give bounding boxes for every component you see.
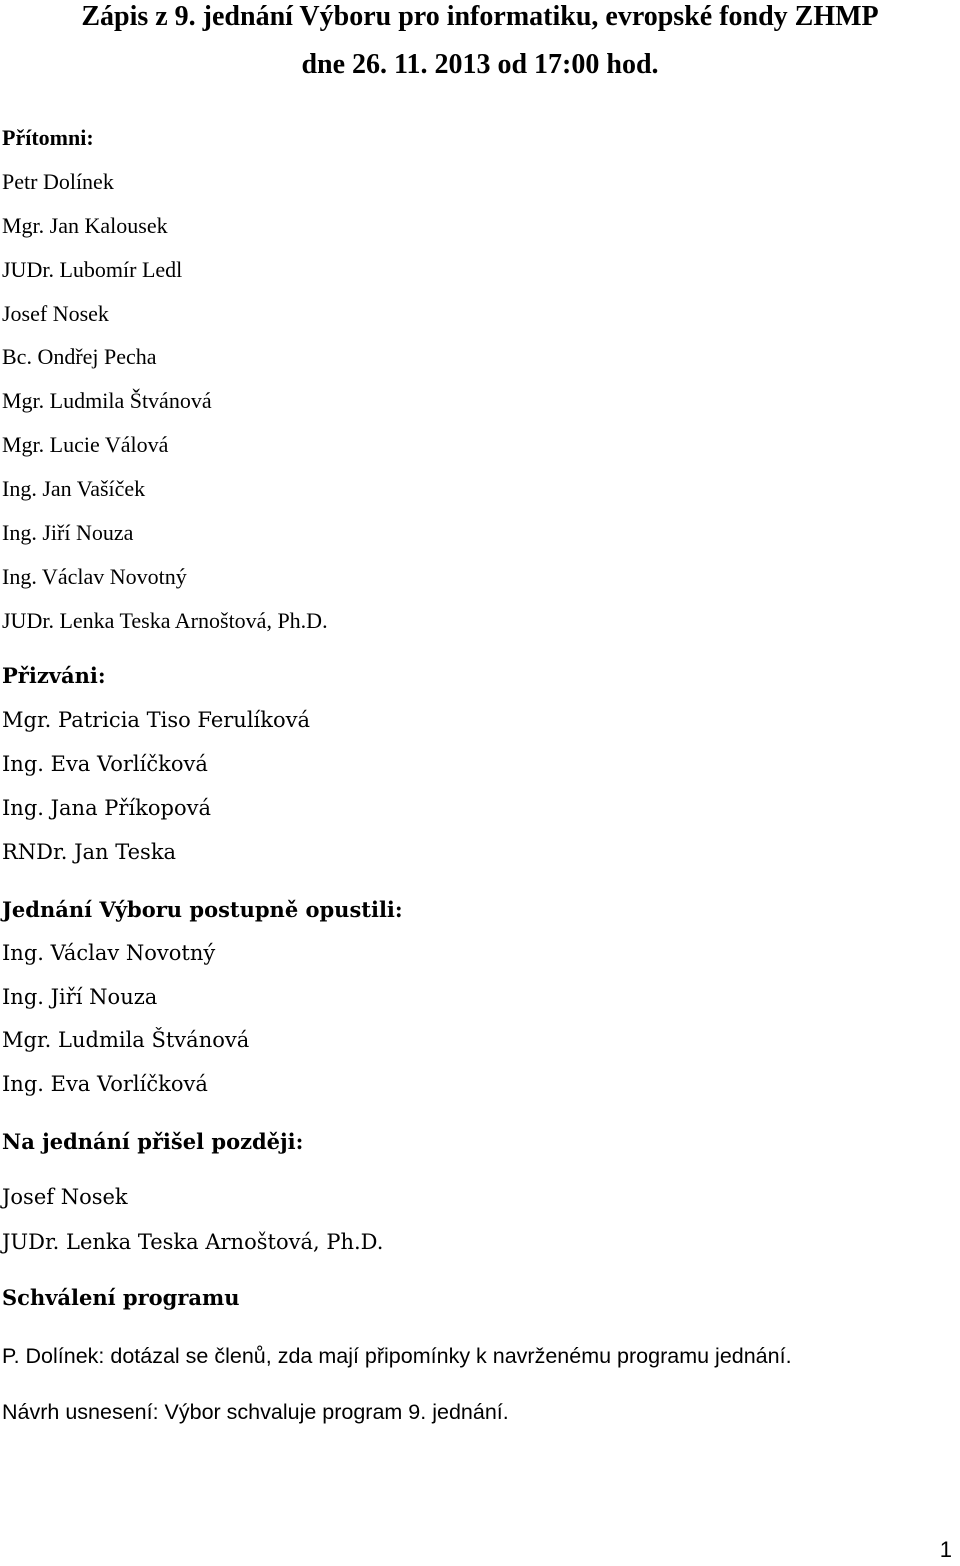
- arrived-late-heading: Na jednání přišel později:: [2, 1129, 304, 1154]
- present-name: Mgr. Jan Kalousek: [2, 213, 168, 238]
- present-heading: Přítomni:: [2, 125, 94, 150]
- program-heading: Schválení programu: [2, 1285, 240, 1310]
- present-name: Petr Dolínek: [2, 169, 114, 194]
- left-early-name: Ing. Václav Novotný: [2, 941, 216, 965]
- present-name: JUDr. Lubomír Ledl: [2, 257, 183, 282]
- document-title: Zápis z 9. jednání Výboru pro informatiku, evropské fondy ZHMP: [81, 1, 879, 32]
- program-text: P. Dolínek: dotázal se členů, zda mají připomínky k navrženému programu jednání.: [2, 1344, 792, 1368]
- present-name: Mgr. Lucie Válová: [2, 432, 169, 457]
- present-name: Ing. Jiří Nouza: [2, 520, 134, 545]
- page-number: 1: [939, 1537, 952, 1562]
- present-name: Josef Nosek: [2, 301, 109, 326]
- arrived-late-name: JUDr. Lenka Teska Arnoštová, Ph.D.: [2, 1230, 384, 1254]
- left-early-heading: Jednání Výboru postupně opustili:: [2, 897, 403, 922]
- invited-name: Mgr. Patricia Tiso Ferulíková: [2, 708, 311, 732]
- invited-name: RNDr. Jan Teska: [2, 840, 177, 864]
- present-name: Mgr. Ludmila Štvánová: [2, 388, 212, 413]
- present-name: JUDr. Lenka Teska Arnoštová, Ph.D.: [2, 608, 328, 633]
- left-early-name: Ing. Jiří Nouza: [2, 985, 158, 1009]
- document-date: dne 26. 11. 2013 od 17:00 hod.: [301, 49, 659, 80]
- left-early-name: Ing. Eva Vorlíčková: [2, 1072, 208, 1096]
- arrived-late-name: Josef Nosek: [2, 1185, 128, 1209]
- present-name: Ing. Jan Vašíček: [2, 476, 146, 501]
- present-name: Bc. Ondřej Pecha: [2, 344, 157, 369]
- invited-name: Ing. Eva Vorlíčková: [2, 752, 208, 776]
- invited-name: Ing. Jana Příkopová: [2, 796, 211, 820]
- present-name: Ing. Václav Novotný: [2, 564, 187, 589]
- invited-heading: Přizváni:: [2, 663, 106, 688]
- program-resolution: Návrh usnesení: Výbor schvaluje program 9. jednání.: [2, 1400, 509, 1424]
- left-early-name: Mgr. Ludmila Štvánová: [2, 1028, 250, 1052]
